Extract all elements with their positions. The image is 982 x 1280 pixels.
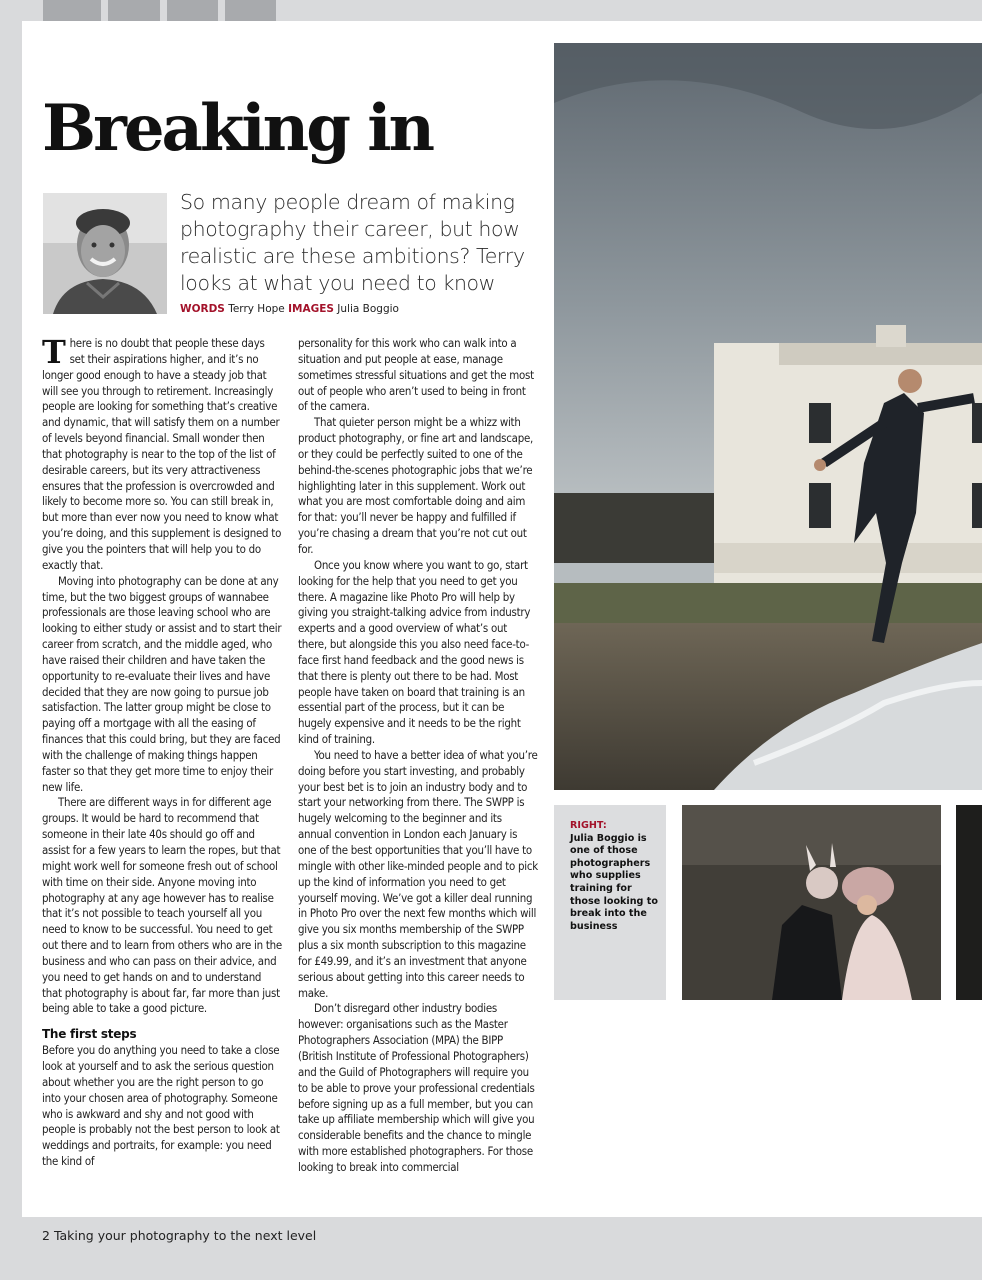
caption-box [554, 805, 666, 1000]
body-paragraph: That quieter person might be a whizz with product photography, or fine art and landscape, or they could be perfectly suited to one of the behind-the-scenes photographic jobs that we’re highlighting later in this supplement. Work out what you are most comfortable doing and aim for that: you’ll never be happy and fulfilled if you’re chasing a dream that you’re not cut out for. [298, 415, 534, 556]
footer-text: Taking your photography to the next level [53, 1228, 317, 1243]
page-number: 2 [42, 1228, 50, 1243]
caption-text: Julia Boggio is one of those photographers who supplies training for those looking to break into the business [570, 832, 658, 932]
paragraph-text: here is no doubt that people these days set their aspirations higher, and it’s no longer good enough to have a steady job that will see you through to retirement. Increasingly people are looking for something that’s creative and dynamic, that will satisfy them on a number of levels beyond financial. Small wonder then that photography is near to the top of the list of desirable careers, but its very attractiveness ensures that the profession is overcrowded and likely to become more so. You can still break in, but more than ever now you need to know what you’re doing, and this supplement is designed to give you the pointers that will help you to do exactly that. [42, 336, 282, 572]
body-paragraph: personality for this work who can walk into a situation and put people at ease, manage sometimes stressful situations and get the most out of people who aren’t used to being in front of the camera. [298, 336, 534, 414]
article-title: Breaking in [42, 91, 433, 166]
standfirst: So many people dream of making photography their career, but how realistic are these ambitions? Terry looks at what you need to know [180, 190, 525, 295]
body-paragraph: Once you know where you want to go, start looking for the help that you need to get you there. A magazine like Photo Pro will help by giving you straight-talking advice from industry experts and a good overview of what’s out there, but alongside this you also need face-to-face first hand feedback and the good news is that there is plenty out there to be had. Most people have taken on board that training is an essential part of the process, but it can be hugely expensive and it needs to be the right kind of training. [298, 557, 531, 747]
body-column-2 [298, 336, 538, 1176]
body-paragraph: Don’t disregard other industry bodies however: organisations such as the Master Photographers Association (MPA) the BIPP (British Institute of Professional Photographers) and the Guild of Photographers will require you to be able to prove your professional credentials before signing up as a full member, but you can take up affiliate membership which will give you considerable benefits and the chance to mingle with more established photographers. For those looking to break into commercial [298, 1001, 535, 1174]
header-tab [108, 0, 160, 21]
secondary-photo-edge [956, 805, 982, 1000]
images-name: Julia Boggio [337, 303, 399, 315]
photo-caption [570, 820, 658, 933]
drop-cap: T [42, 333, 66, 371]
body-paragraph: Moving into photography can be done at any time, but the two biggest groups of wannabee professionals are those leaving school who are looking to either study or assist and to start their career from scratch, and the middle aged, who have raised their children and have taken the opportunity to re-evaluate their lives and have decided that they are now going to pursue job satisfaction. The latter group might be close to paying off a mortgage with all the easing of finances that this could bring, but they are faced with the challenge of making things happen faster so that they get more time to enjoy their new life. [42, 573, 282, 794]
header-tab [167, 0, 218, 21]
secondary-photo-couple [682, 805, 941, 1000]
body-column-1 [42, 333, 282, 1170]
page-footer [42, 1228, 316, 1243]
byline [180, 303, 399, 315]
author-portrait [43, 193, 167, 314]
magazine-page [22, 21, 982, 1217]
body-paragraph: You need to have a better idea of what you’re doing before you start investing, and probably your best bet is to join an industry body and to start your networking from there. The SWPP is hugely welcoming to the beginner and its annual convention in London each January is one of the best opportunities that you’ll have to mingle with other like-minded people and to pick up the kind of information you need to get yourself moving. We’ve got a killer deal running in Photo Pro over the next few months which will give you six months membership of the SWPP plus a six month subscription to this magazine for £49.99, and it’s an investment that anyone serious about getting into this career needs to make. [298, 747, 538, 1000]
words-name: Terry Hope [228, 303, 285, 315]
body-paragraph [42, 333, 282, 574]
words-label: WORDS [180, 303, 225, 315]
images-label: IMAGES [288, 303, 334, 315]
body-paragraph: Before you do anything you need to take a close look at yourself and to ask the serious question about whether you are the right person to go into your chosen area of photography. Someone who is awkward and shy and not good with people is probably not the best person to look at weddings and portraits, for example: you need the kind of [42, 1043, 280, 1169]
header-tab [225, 0, 276, 21]
subheading: The first steps [42, 1027, 137, 1042]
main-photo-wedding-groom [554, 43, 982, 790]
caption-label: RIGHT: [570, 820, 607, 831]
header-tab [43, 0, 101, 21]
body-paragraph: There are different ways in for different age groups. It would be hard to recommend that someone in their late 40s should go off and assist for a few years to learn the ropes, but that might work well for someone fresh out of school with time on their side. Anyone moving into photography at any age however has to realise that it’s not possible to teach yourself all you need to know to be successful. You need to get out there and to learn from others who are in the business and who can pass on their advice, and you need to get hands on and to understand that photography is about far, far more than just being able to take a good picture. [42, 795, 282, 1016]
